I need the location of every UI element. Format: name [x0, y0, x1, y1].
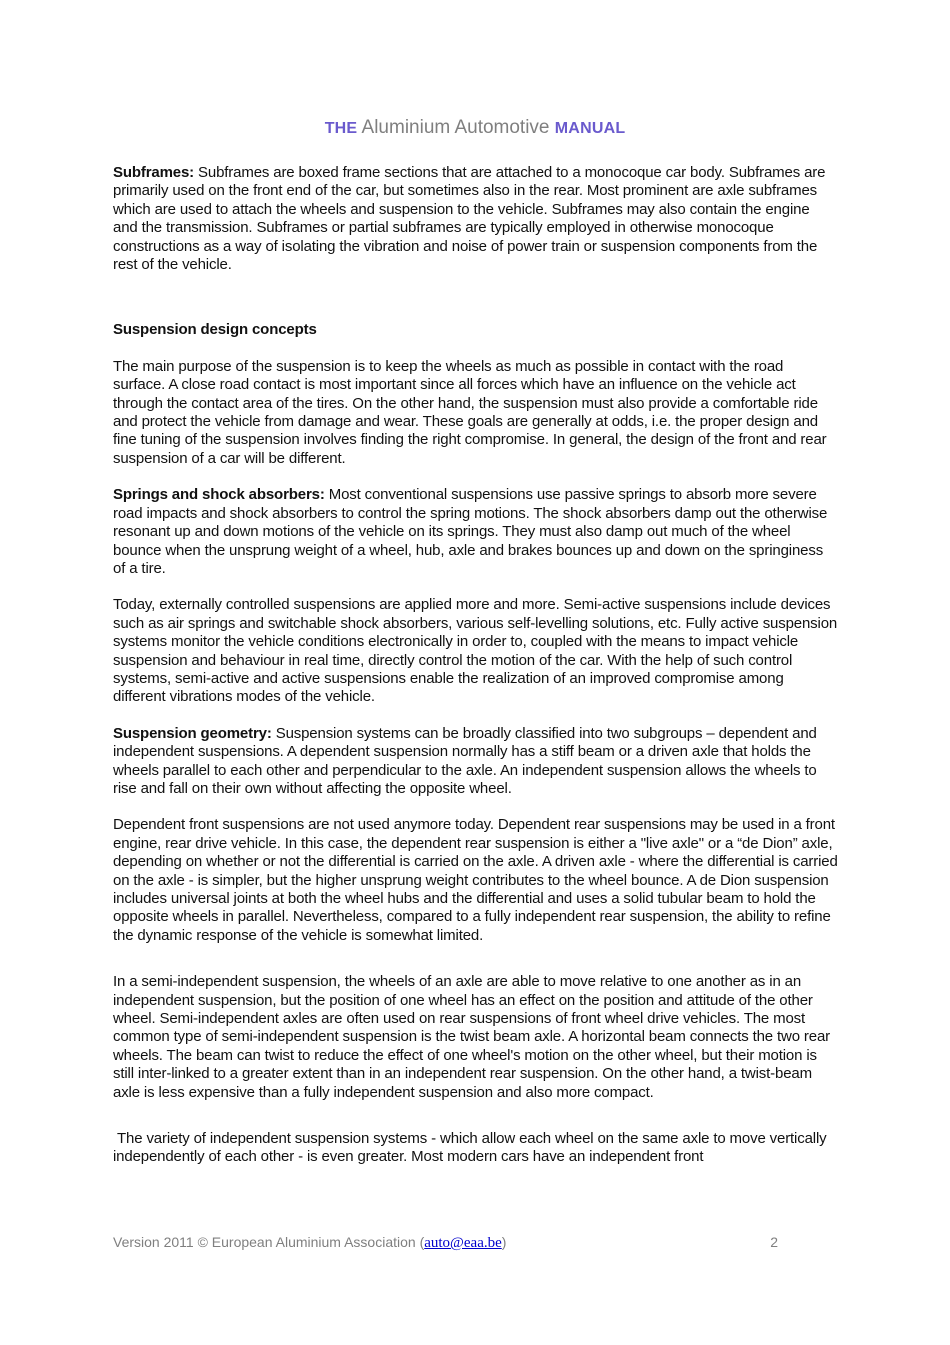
footer-email-link[interactable]: auto@eaa.be	[424, 1235, 502, 1251]
subframes-text: Subframes are boxed frame sections that are attached to a monocoque car body. Subframes are primarily used on the front end of the car, but sometimes also in the rear. Most prominent are axle subframes which are used to attach the wheels and suspension to the vehicle. Subframes may also contain the engine and the transmission. Subframes or partial subframes are typically employed in otherwise monocoque constructions as a way of isolating the vibration and noise of power train or suspension components from the rest of the vehicle.	[113, 164, 826, 274]
paragraph-independent: The variety of independent suspension systems - which allow each wheel on the same axle to move vertically independently of each other - is even greater. Most modern cars have an independent front	[113, 1130, 831, 1166]
footer-version: Version 2011 © European Aluminium Association (	[113, 1234, 425, 1250]
geometry-lead: Suspension geometry:	[113, 724, 272, 742]
page-number: 2	[770, 1234, 778, 1250]
page-body	[113, 164, 838, 1167]
paragraph-geometry	[113, 725, 838, 799]
paragraph-dependent: Dependent front suspensions are not used anymore today. Dependent rear suspensions may be used in a front engine, rear drive vehicle. In this case, the dependent rear suspension is either a "live axle" or a “de Dion” axle, depending on whether or not the differential is carried on the axle. A driven axle - where the differential is carried on the axle - is simpler, but the higher unsprung weight contributes to the wheel bounce. A de Dion suspension includes universal joints at both the wheel hubs and the differential and uses a solid tubular beam to hold the opposite wheels in parallel. Nevertheless, compared to a fully independent rear suspension, the ability to refine the dynamic response of the vehicle is somewhat limited.	[113, 816, 838, 944]
geometry-text: Suspension systems can be broadly classified into two subgroups – dependent and independent suspensions. A dependent suspension normally has a stiff beam or a driven axle that holds the wheels parallel to each other and perpendicular to the axle. An independent suspension allows the wheels to rise and fall on their own without affecting the opposite wheel.	[113, 724, 817, 797]
header-title: Aluminium Automotive	[361, 117, 550, 138]
paragraph-design-intro: The main purpose of the suspension is to keep the wheels as much as possible in contact with the road surface. A close road contact is most important since all forces which have an influence on the vehicle act through the contact area of the tires. On the other hand, the suspension must also provide a comfortable ride and protect the vehicle from damage and wear. These goals are generally at odds, i.e. the proper design and fine tuning of the suspension involves finding the right compromise. In general, the design of the front and rear suspension of a car will be different.	[113, 357, 827, 467]
paragraph-springs	[113, 486, 838, 578]
springs-lead: Springs and shock absorbers:	[113, 486, 325, 504]
page-footer	[113, 1233, 778, 1252]
header-prefix: THE	[324, 120, 358, 137]
paragraph-semi-independent: In a semi-independent suspension, the wheels of an axle are able to move relative to one another as in an independent suspension, but the position of one wheel has an effect on the position and attitude of the other wheel. Semi-independent axles are often used on rear suspensions of front wheel drive vehicles. The most common type of semi-independent suspension is the twist beam axle. A horizontal beam connects the two rear wheels. The beam can twist to reduce the effect of one wheel's motion on the other wheel, but their motion is still inter-linked to a greater extent than in an independent rear suspension. On the other hand, a twist-beam axle is less expensive than a fully independent suspension and also more compact.	[113, 973, 830, 1101]
subframes-lead: Subframes:	[113, 164, 195, 181]
paragraph-subframes	[113, 164, 838, 274]
paragraph-controlled: Today, externally controlled suspensions are applied more and more. Semi-active suspensions include devices such as air springs and switchable shock absorbers, various self-levelling solutions, etc. Fully active suspension systems monitor the vehicle conditions electronically in order to, coupled with the means to impact vehicle suspension and behaviour in real time, directly control the motion of the car. With the help of such control systems, semi-active and active suspensions enable the realization of an improved compromise among different vibrations modes of the vehicle.	[113, 596, 838, 706]
header-suffix: MANUAL	[554, 120, 626, 137]
page-header	[0, 116, 950, 141]
springs-text: Most conventional suspensions use passive springs to absorb more severe road impacts and shock absorbers to control the spring motions. The shock absorbers damp out the otherwise resonant up and down motions of the vehicle on its springs. They must also damp out much of the wheel bounce when the unsprung weight of a wheel, hub, axle and brakes bounces up and down on the springiness of a tire.	[113, 486, 828, 577]
section-heading-design: Suspension design concepts	[113, 321, 317, 339]
footer-close-paren: )	[501, 1234, 507, 1250]
